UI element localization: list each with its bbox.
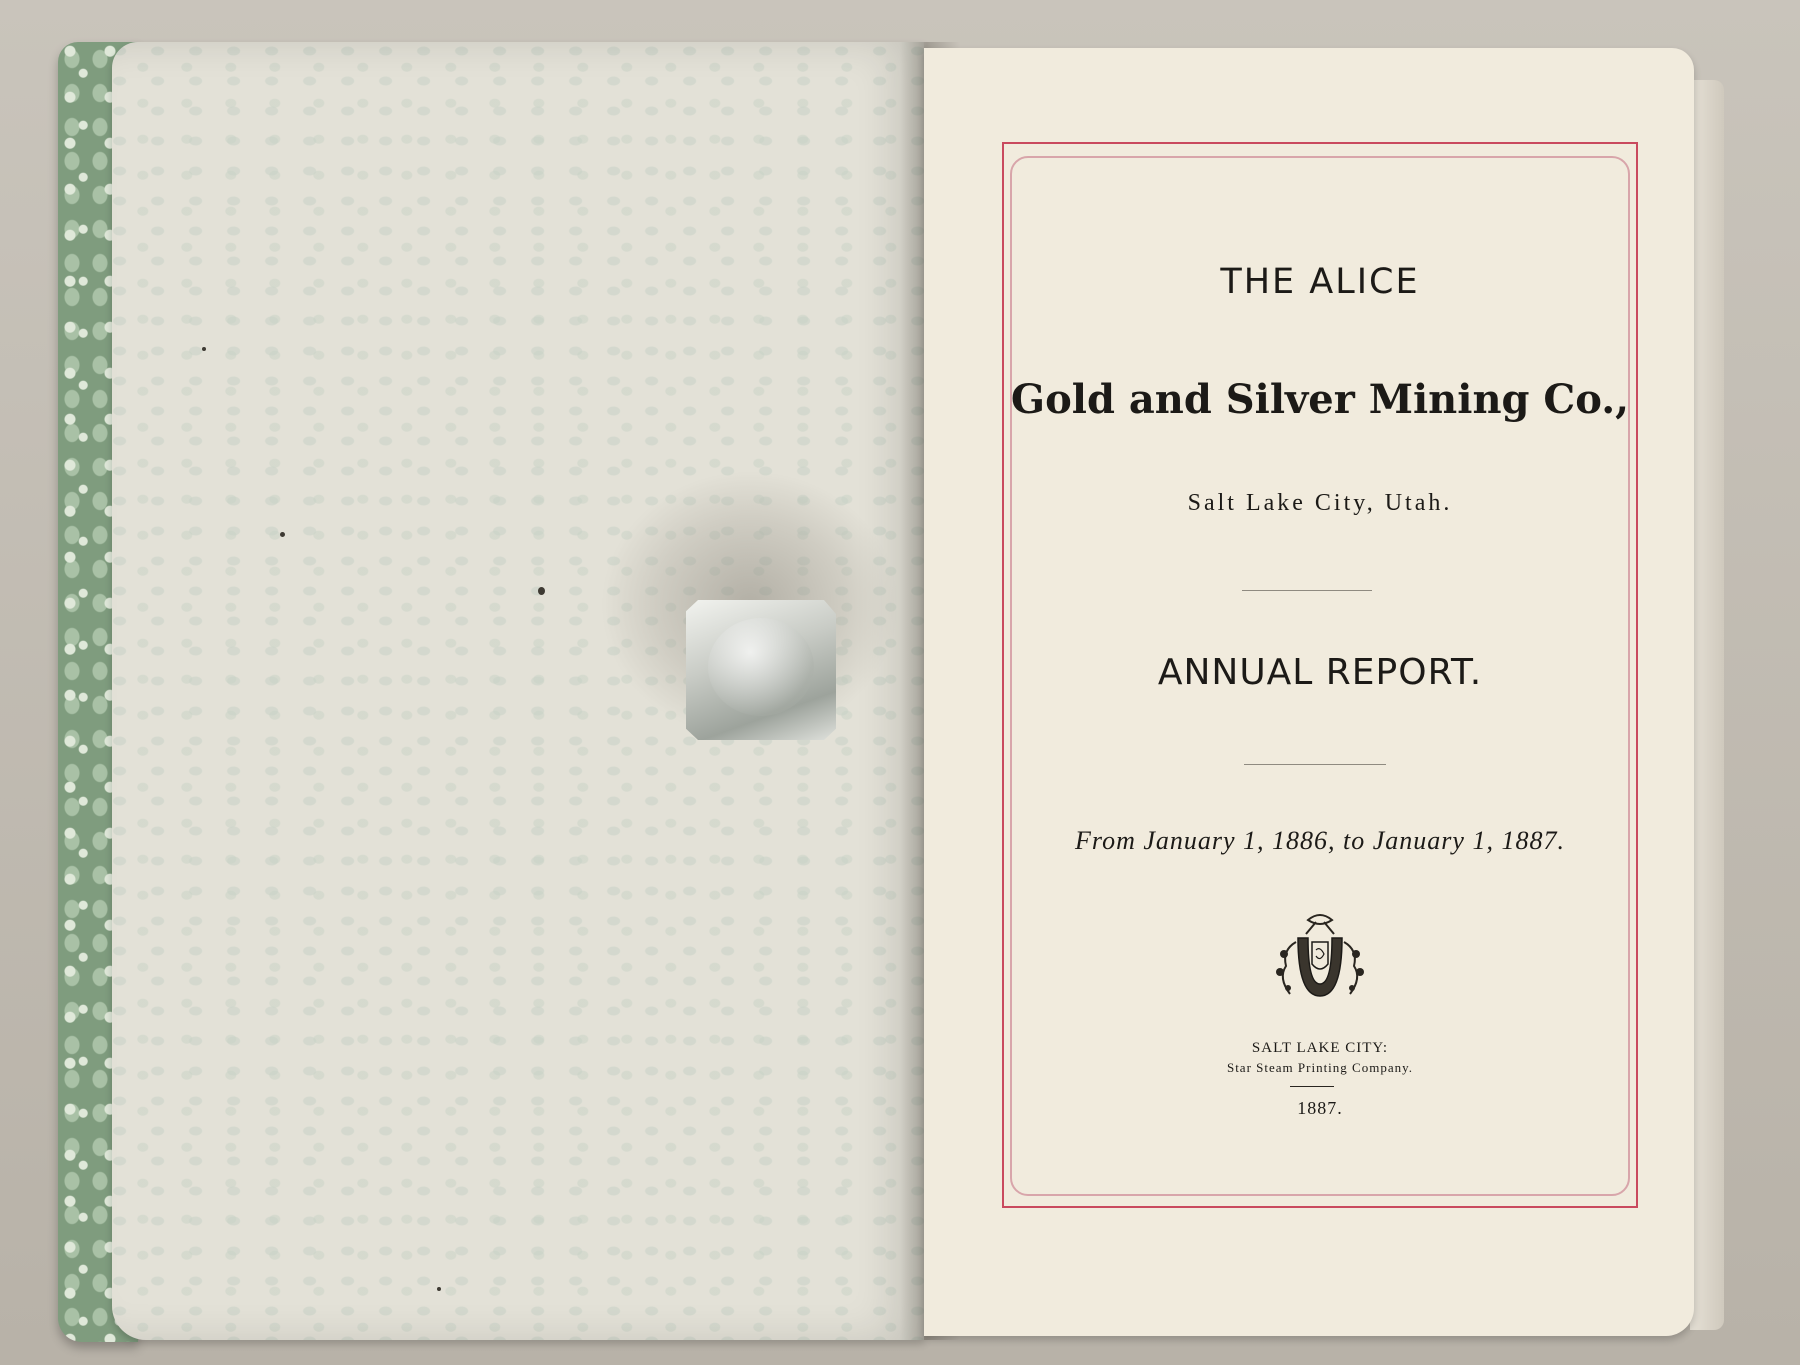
divider-rule — [1244, 764, 1386, 765]
horseshoe-emblem-icon — [1260, 908, 1380, 1004]
foxing-spot — [280, 532, 285, 537]
foxing-spot — [538, 587, 545, 595]
page-block-edge — [1690, 80, 1724, 1330]
location-line: Salt Lake City, Utah. — [1187, 490, 1453, 516]
imprint-printer: Star Steam Printing Company. — [1226, 1060, 1414, 1075]
imprint-rule — [1290, 1086, 1334, 1087]
company-name: Gold and Silver Mining Co., — [1010, 376, 1630, 423]
divider-rule — [1242, 590, 1372, 591]
imprint-city: SALT LAKE CITY: — [1251, 1040, 1389, 1056]
foxing-spot — [437, 1287, 441, 1291]
title-heading: THE ALICE — [1220, 262, 1420, 302]
foxing-spot — [202, 347, 206, 351]
glass-paperweight — [686, 600, 836, 740]
report-period: From January 1, 1886, to January 1, 1887. — [1075, 826, 1565, 855]
report-title: ANNUAL REPORT. — [1157, 652, 1483, 693]
imprint-year: 1887. — [1297, 1098, 1343, 1118]
